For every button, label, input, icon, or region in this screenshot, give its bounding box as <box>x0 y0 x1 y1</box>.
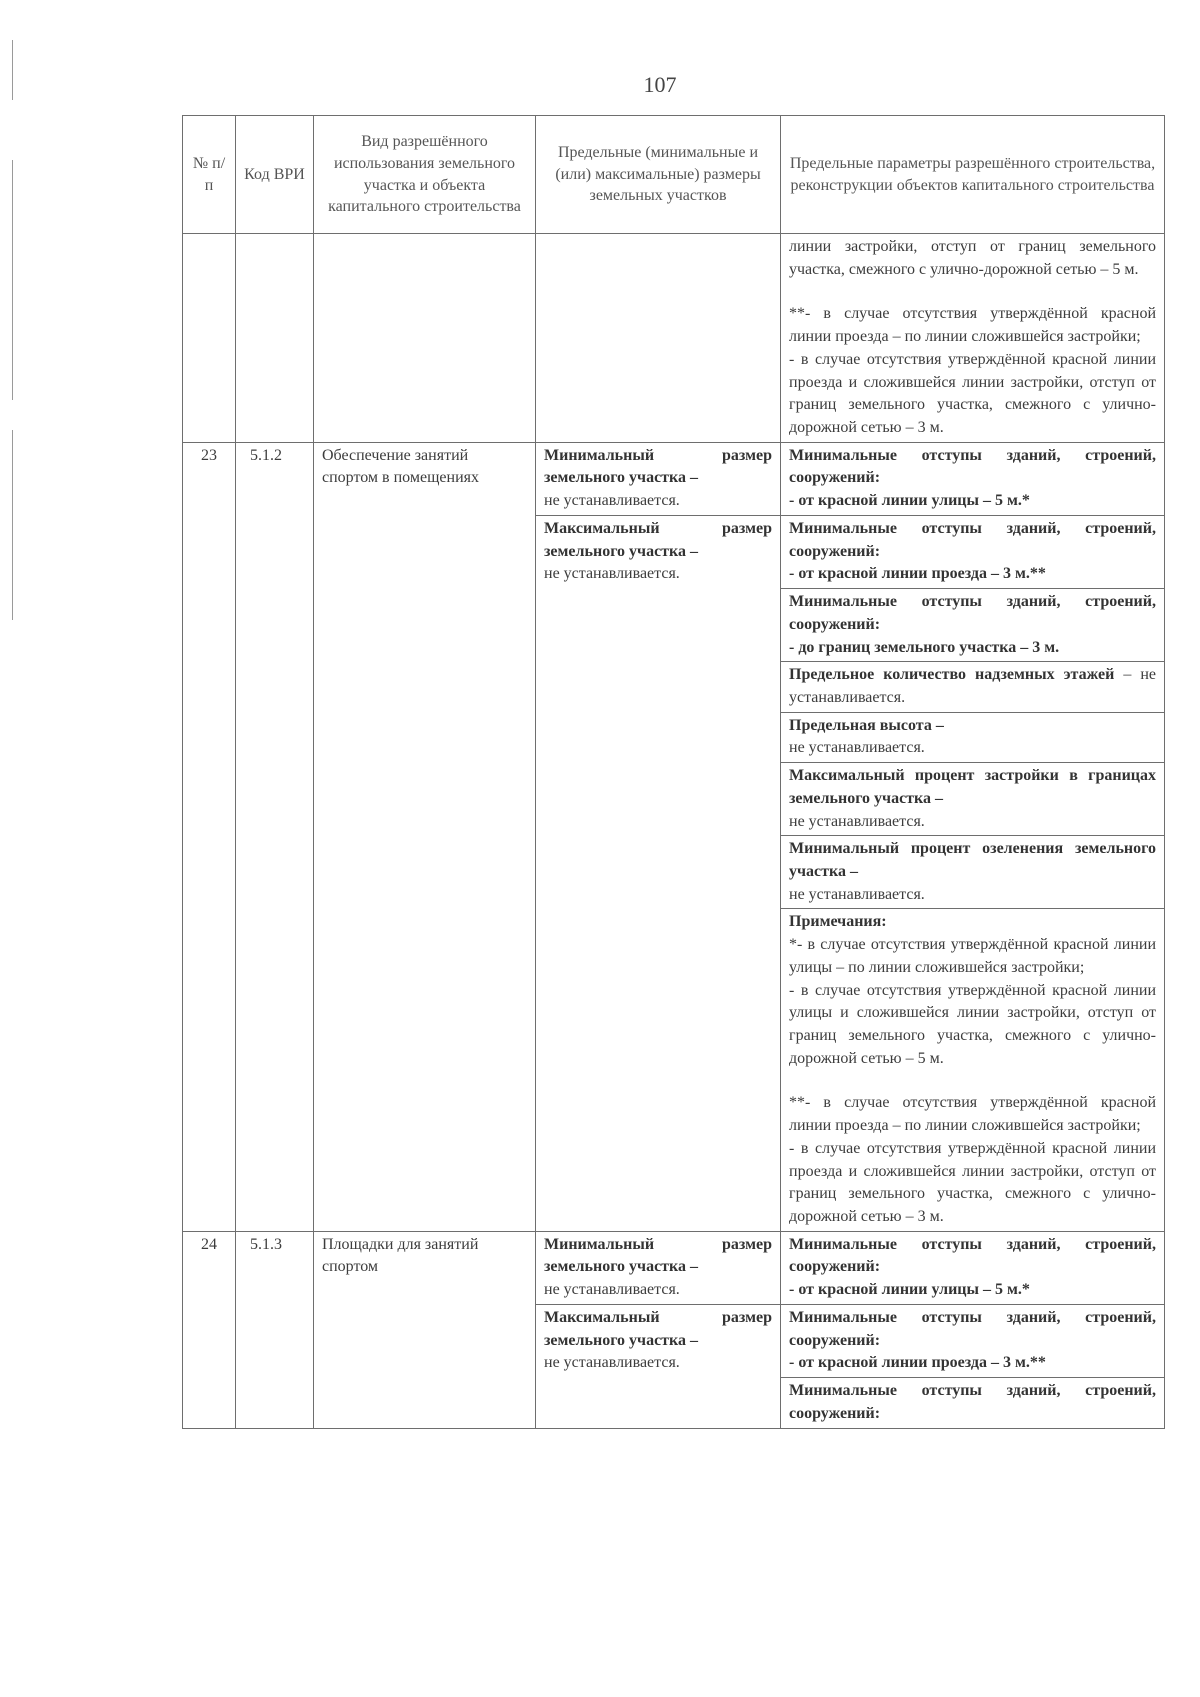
plot-max-title: Максимальный размер земельного участка – <box>544 519 772 560</box>
row-number: 24 <box>183 1231 236 1428</box>
param-value: не устанавливается. <box>789 885 925 903</box>
continuation-text: линии застройки, отступ от границ земельного участка, смежного с улично-дорожной сетью – 5 м. <box>789 238 1156 278</box>
scan-margin-line <box>12 430 13 620</box>
param-title: Минимальный процент озеленения земельного участка – <box>789 840 1156 880</box>
note-text: **- в случае отсутствия утверждённой красной линии проезда – по линии сложившейся застройки; <box>789 1094 1156 1135</box>
param-cell <box>781 662 1165 712</box>
plot-min-value: не устанавливается. <box>544 492 680 510</box>
row-permitted-use: Площадки для занятий спортом <box>314 1231 536 1428</box>
table-header-row <box>183 116 1165 234</box>
param-value: - до границ земельного участка – 3 м. <box>789 638 1060 656</box>
param-title: Максимальный процент застройки в границах земельного участка – <box>789 767 1156 807</box>
page-number: 107 <box>643 72 677 97</box>
scan-margin-line <box>12 160 13 400</box>
param-cell <box>781 515 1165 588</box>
param-title: Предельная высота – <box>789 716 944 734</box>
param-cell <box>781 589 1165 662</box>
param-cell <box>781 1304 1165 1377</box>
param-value: - от красной линии проезда – 3 м.** <box>789 565 1046 583</box>
header-number: № п/п <box>183 116 236 234</box>
param-title: Минимальные отступы зданий, строений, сооружений: <box>789 1235 1156 1276</box>
note-text: - в случае отсутствия утверждённой красной линии улицы и сложившейся линии застройки, отступ от границ земельного участка, смежного с улично-дорожной сетью – 5 м. <box>789 981 1156 1067</box>
param-value: - от красной линии улицы – 5 м.* <box>789 492 1030 510</box>
param-title: Предельное количество надземных этажей <box>789 666 1115 684</box>
notes-cell <box>781 909 1165 1231</box>
header-code: Код ВРИ <box>236 116 314 234</box>
plot-min-cell <box>536 1231 781 1304</box>
note-text: **- в случае отсутствия утверждённой красной линии проезда – по линии сложившейся застройки; <box>789 305 1156 346</box>
param-value: не устанавливается. <box>789 812 925 830</box>
param-title: Минимальные отступы зданий, строений, сооружений: <box>789 593 1156 633</box>
param-value: не устанавливается. <box>789 739 925 757</box>
continuation-row <box>183 234 1165 443</box>
param-title: Минимальные отступы зданий, строений, сооружений: <box>789 446 1156 487</box>
param-value: - от красной линии проезда – 3 м.** <box>789 1354 1046 1372</box>
plot-max-title: Максимальный размер земельного участка – <box>544 1308 772 1349</box>
continuation-cell <box>781 234 1165 443</box>
table-row <box>183 442 1165 515</box>
plot-min-value: не устанавливается. <box>544 1281 680 1299</box>
header-building-parameters: Предельные параметры разрешённого строительства, реконструкции объектов капитального строительства <box>781 116 1165 234</box>
row-permitted-use: Обеспечение занятий спортом в помещениях <box>314 442 536 1231</box>
plot-min-title: Минимальный размер земельного участка – <box>544 1235 772 1276</box>
plot-min-cell <box>536 442 781 515</box>
plot-max-value: не устанавливается. <box>544 1354 680 1372</box>
row-code: 5.1.2 <box>236 442 314 1231</box>
plot-min-title: Минимальный размер земельного участка – <box>544 446 772 487</box>
table-row <box>183 1231 1165 1304</box>
param-cell <box>781 442 1165 515</box>
row-number: 23 <box>183 442 236 1231</box>
plot-max-cell <box>536 515 781 1231</box>
row-code: 5.1.3 <box>236 1231 314 1428</box>
param-value: - от красной линии улицы – 5 м.* <box>789 1281 1030 1299</box>
header-plot-sizes: Предельные (минимальные и (или) максимальные) размеры земельных участков <box>536 116 781 234</box>
note-text: *- в случае отсутствия утверждённой красной линии улицы – по линии сложившейся застройки; <box>789 936 1156 976</box>
note-text: - в случае отсутствия утверждённой красной линии проезда и сложившейся линии застройки, отступ от границ земельного участка, смежного с улично-дорожной сетью – 3 м. <box>789 1139 1156 1226</box>
header-permitted-use: Вид разрешённого использования земельного участка и объекта капитального строительства <box>314 116 536 234</box>
plot-max-cell <box>536 1304 781 1428</box>
param-cell <box>781 836 1165 909</box>
param-cell <box>781 712 1165 762</box>
plot-max-value: не устанавливается. <box>544 565 680 583</box>
param-cell <box>781 1231 1165 1304</box>
notes-title: Примечания: <box>789 913 887 931</box>
note-text: - в случае отсутствия утверждённой красной линии проезда и сложившейся линии застройки, отступ от границ земельного участка, смежного с улично-дорожной сетью – 3 м. <box>789 350 1156 437</box>
param-value: – не устанавливается. <box>789 666 1156 706</box>
param-cell <box>781 763 1165 836</box>
param-cell <box>781 1378 1165 1428</box>
param-title: Минимальные отступы зданий, строений, сооружений: <box>789 519 1156 560</box>
zoning-table <box>182 115 1165 1429</box>
param-title: Минимальные отступы зданий, строений, сооружений: <box>789 1308 1156 1349</box>
param-title: Минимальные отступы зданий, строений, сооружений: <box>789 1382 1156 1422</box>
